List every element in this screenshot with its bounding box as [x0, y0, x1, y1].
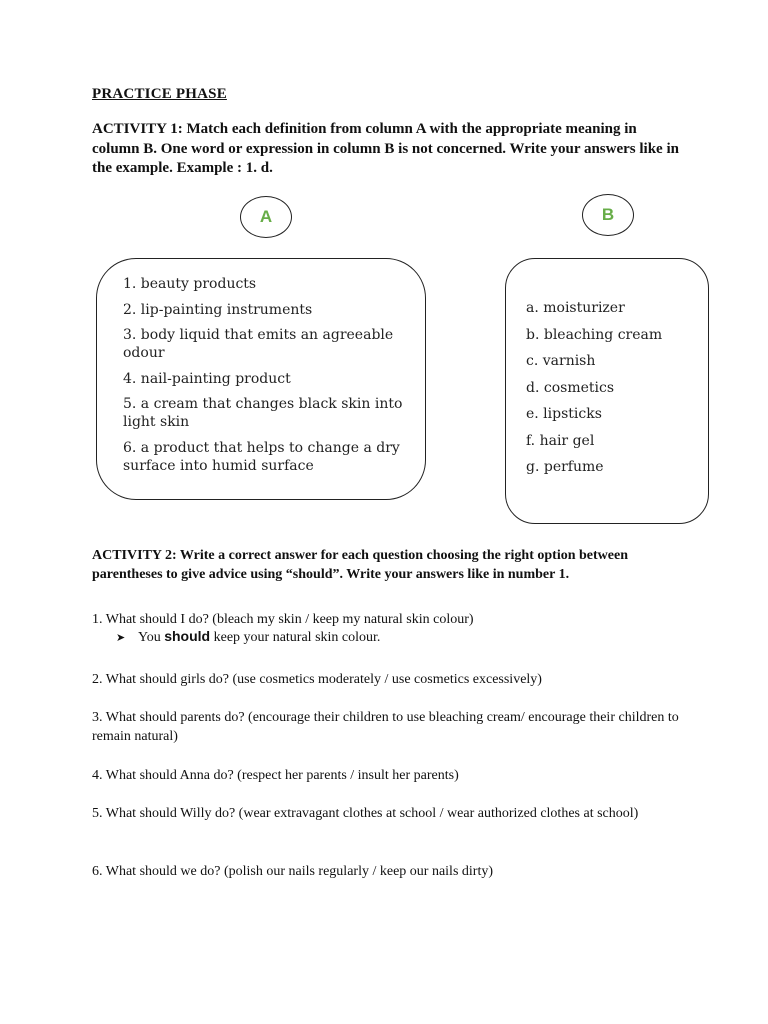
- column-b-item: f. hair gel: [526, 432, 595, 449]
- answer-emphasis: should: [164, 628, 211, 644]
- question-2: 2. What should girls do? (use cosmetics moderately / use cosmetics excessively): [92, 672, 542, 687]
- question-1: 1. What should I do? (bleach my skin / keep my natural skin colour): [92, 612, 474, 627]
- page-title: PRACTICE PHASE: [92, 86, 227, 102]
- question-3: 3. What should parents do? (encourage their children to use bleaching cream/ encourage their children to remain natural): [92, 710, 679, 744]
- arrowhead-bullet-icon: ➤: [116, 631, 126, 644]
- answer-suffix: keep your natural skin colour.: [210, 630, 381, 645]
- activity1-instruction: ACTIVITY 1: Match each definition from column A with the appropriate meaning in column B. One word or expression in column B is not concerned. Write your answers like in the example. Example : 1. d.: [92, 121, 679, 176]
- answer-prefix: You: [138, 630, 165, 645]
- column-a-item: 3. body liquid that emits an agreeable odour: [123, 327, 394, 361]
- question-5: 5. What should Willy do? (wear extravagant clothes at school / wear authorized clothes at school): [92, 806, 639, 821]
- column-b-box: [505, 258, 709, 524]
- column-a-label: A: [240, 196, 292, 238]
- column-a-item: 1. beauty products: [123, 276, 257, 292]
- question-6: 6. What should we do? (polish our nails regularly / keep our nails dirty): [92, 864, 493, 879]
- column-a-item: 5. a cream that changes black skin into light skin: [123, 396, 403, 430]
- column-a-item: 6. a product that helps to change a dry surface into humid surface: [123, 439, 400, 474]
- activity2-instruction: ACTIVITY 2: Write a correct answer for each question choosing the right option between parentheses to give advice using “should”. Write your answers like in number 1.: [92, 548, 628, 582]
- column-a-item: 4. nail-painting product: [123, 370, 291, 387]
- column-b-item: g. perfume: [526, 459, 604, 475]
- question-4: 4. What should Anna do? (respect her parents / insult her parents): [92, 768, 459, 783]
- column-b-item: d. cosmetics: [526, 379, 615, 396]
- column-a-box: [96, 258, 426, 500]
- column-b-item: c. varnish: [526, 353, 596, 369]
- column-b-item: b. bleaching cream: [526, 326, 663, 343]
- example-answer: [116, 627, 380, 647]
- column-b-label: B: [582, 194, 634, 236]
- column-b-item: e. lipsticks: [526, 406, 602, 422]
- column-a-item: 2. lip-painting instruments: [123, 301, 313, 318]
- column-b-item: a. moisturizer: [526, 300, 625, 316]
